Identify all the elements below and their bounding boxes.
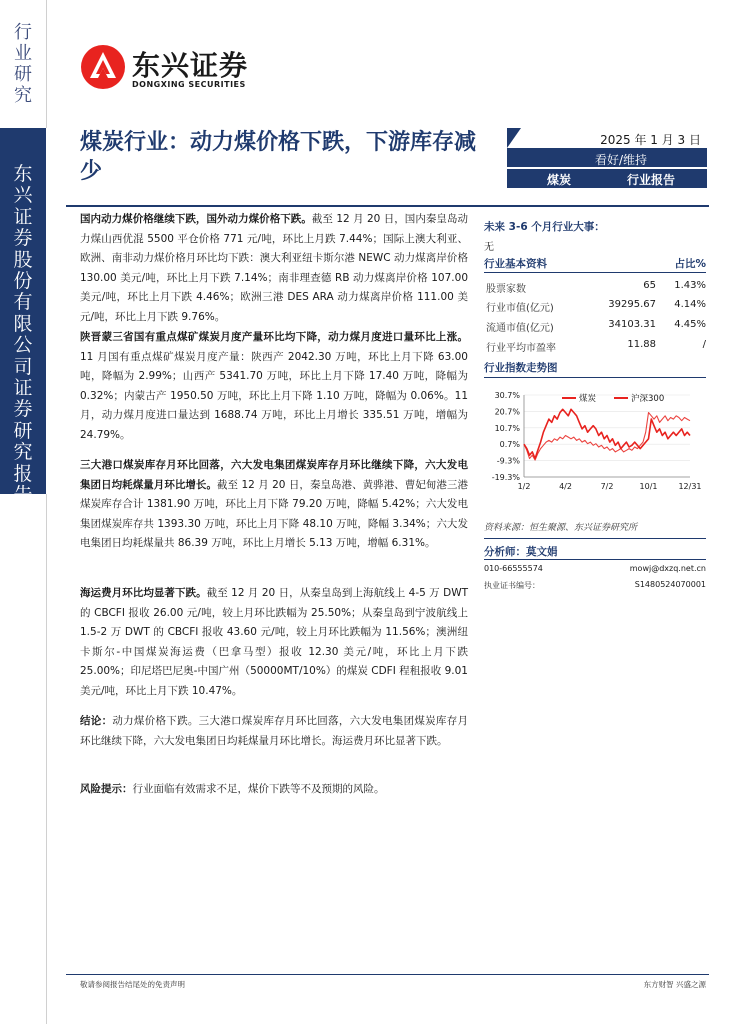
paragraph-coal-prices [80, 210, 468, 328]
paragraph-lead: 三大港口煤炭库存月环比回落，六大发电集团煤炭库存月环比继续下降，六大发电集团日均耗煤量月环比增长。 [80, 459, 468, 491]
footer-disclaimer: 敬请参阅报告结尾处的免责声明 [80, 980, 185, 989]
analyst-email: mowj@dxzq.net.cn [629, 564, 706, 573]
stat-pct: 4.14% [674, 299, 706, 310]
chart-x-tick-label: 7/2 [600, 482, 614, 491]
paragraph-lead: 海运费月环比均显著下跌。 [80, 587, 207, 599]
stat-pct: 4.45% [674, 319, 706, 330]
paragraph-text: 截至 12 月 20 日，国内秦皇岛动力煤山西优混 5500 平仓价格 771 元/吨，环比上月跌 7.44%；国际上澳大利亚、欧洲、南非动力煤价格月环比均下跌：澳大利亚纽卡斯尔港 NEWC 动力煤离岸价格 130.00 美元/吨，环比上月下跌 7.14%；南非理查德 RB 动力煤离岸价格 107.00 美元/吨，环比上月下跌 4.46%；欧洲三港 DES ARA 动力煤离岸价格 111.00 美元/吨，环比上月下跌 9.76%。 [80, 213, 468, 323]
stat-name: 行业平均市盈率 [486, 343, 556, 354]
chart-y-tick-label: 0.7% [499, 440, 520, 450]
stat-name: 股票家数 [486, 284, 526, 295]
index-trend-chart-svg [484, 385, 706, 505]
chart-title: 行业指数走势图 [484, 362, 558, 374]
logo-text-en: DONGXING SECURITIES [132, 80, 246, 89]
analyst-divider-2 [484, 559, 706, 560]
chart-x-tick-label: 4/2 [559, 482, 572, 491]
analyst-name: 分析师：莫文娟 [484, 546, 558, 558]
stat-pct: / [702, 339, 706, 350]
sidebar-category: 行业研究 [14, 22, 32, 106]
paragraph-lead: 风险提示： [80, 783, 133, 795]
stats-row [484, 280, 706, 300]
footer-divider [66, 974, 709, 975]
paragraph-coal-inventory [80, 456, 468, 554]
chart-y-tick-label: -19.3% [491, 473, 520, 482]
paragraph-text: 动力煤价格下跌。三大港口煤炭库存月环比回落，六大发电集团煤炭库存月环比继续下降，六大发电集团日均耗煤量月环比增长。海运费月环比显著下跌。 [80, 715, 469, 747]
chart-y-tick-label: 10.7% [494, 423, 520, 433]
chart-x-tick-label: 12/31 [678, 482, 702, 491]
events-value: 无 [484, 242, 494, 253]
footer-slogan: 东方财智 兴盛之源 [643, 980, 706, 989]
rating-badge: 看好/维持 [594, 153, 647, 167]
company-logo [80, 42, 270, 94]
sidebar-publisher: 东兴证券股份有限公司证券研究报 [13, 163, 33, 485]
sidebar-category-panel [0, 0, 47, 128]
stats-row [484, 319, 706, 339]
paragraph-coal-output [80, 328, 468, 446]
cert-number: S1480524070001 [634, 580, 706, 589]
report-type-label: 行业报告 [627, 173, 676, 187]
paragraph-lead: 陕晋蒙三省国有重点煤矿煤炭月度产量环比均下降，动力煤月度进口量环比上涨。 [80, 331, 468, 343]
header-divider [66, 205, 709, 207]
paragraph-text: 截至 12 月 20 日，从秦皇岛到上海航线上 4-5 万 DWT 的 CBCFI 报收 26.00 元/吨，较上月环比跌幅为 25.50%；从秦皇岛到宁波航线上 1.5-2 万 DWT 的 CBCFI 报收 43.60 元/吨，较上月环比跌幅为 11.56%；澳洲纽卡斯尔-中国煤炭海运费（巴拿马型）报收 12.30 美元/吨，环比上月下跌 25.00%；印尼塔巴尼奥-中国广州（50000MT/10%）的煤炭 CDFI 程租报收 9.01 美元/吨，环比上月下跌 10.47%。 [80, 587, 469, 697]
logo-mark-icon [80, 44, 126, 90]
stat-value: 39295.67 [608, 299, 656, 310]
stat-name: 流通市值(亿元) [486, 323, 554, 334]
chart-y-tick-label: -9.3% [496, 456, 520, 466]
stats-pct-header: 占比% [674, 258, 706, 270]
chart-source: 资料来源：恒生聚源、东兴证券研究所 [484, 523, 638, 533]
report-date: 2025 年 1 月 3 日 [600, 133, 701, 147]
paragraph-freight [80, 584, 468, 702]
analyst-divider [484, 538, 706, 539]
stats-row [484, 339, 706, 359]
report-info-box [507, 128, 707, 188]
chart-legend-label: 煤炭 [579, 394, 597, 404]
analyst-phone: 010-66555574 [484, 564, 543, 573]
sidebar-publisher-panel [0, 128, 46, 494]
stat-value: 11.88 [627, 339, 656, 350]
sidebar-blank [0, 494, 47, 1024]
category-row [507, 168, 707, 188]
stats-row [484, 299, 706, 319]
paragraph-text: 截至 12 月 20 日，秦皇岛港、黄骅港、曹妃甸港三港煤炭库存合计 1381.90 万吨，环比上月下降 79.20 万吨，降幅 5.42%；六大发电集团煤炭库存共 1393.30 万吨，环比上月下降 48.10 万吨，降幅 3.34%；六大发电集团日均耗煤量共 86.39 万吨，环比上月增长 5.13 万吨，增幅 6.31%。 [80, 478, 468, 550]
sector-label: 煤炭 [547, 173, 572, 187]
stat-value: 34103.31 [608, 319, 656, 330]
date-row [507, 128, 707, 149]
logo-text-cn: 东兴证券 [132, 49, 249, 82]
chart-y-tick-label: 30.7% [494, 391, 520, 400]
chart-divider [484, 377, 706, 378]
index-trend-chart [484, 385, 706, 505]
report-title: 煤炭行业：动力煤价格下跌，下游库存减少 [80, 130, 477, 184]
paragraph-text: 行业面临有效需求不足，煤价下跌等不及预期的风险。 [132, 783, 385, 795]
chart-legend-label: 沪深300 [631, 394, 665, 404]
stats-title: 行业基本资料 [484, 258, 547, 270]
paragraph-conclusion [80, 712, 468, 751]
stats-divider [484, 272, 706, 273]
paragraph-text: 11 月国有重点煤矿煤炭月度产量：陕西产 2042.30 万吨，环比上月下降 63.00 吨，降幅为 2.99%；山西产 5341.70 万吨，环比上月下降 17.40 万吨，降幅为 0.32%；内蒙古产 1950.50 万吨，环比上月下降 1.10 万吨，降幅为 0.06%。11 月，动力煤月度进口量达到 1688.74 万吨，环比上月增长 335.51 万吨，增幅为 24.79%。 [80, 350, 468, 441]
chart-x-tick-label: 10/1 [639, 482, 658, 491]
paragraph-risk [80, 780, 468, 800]
events-title: 未来 3-6 个月行业大事： [484, 221, 605, 233]
cert-label: 执业证书编号： [484, 581, 540, 590]
stat-pct: 1.43% [674, 280, 706, 291]
rating-row [507, 149, 707, 167]
paragraph-lead: 结论： [80, 715, 113, 727]
chart-y-tick-label: 20.7% [494, 407, 520, 417]
chart-x-tick-label: 1/2 [517, 482, 531, 491]
paragraph-lead: 国内动力煤价格继续下跌，国外动力煤价格下跌。 [80, 213, 312, 225]
stat-name: 行业市值(亿元) [486, 303, 554, 314]
stat-value: 65 [643, 280, 656, 291]
